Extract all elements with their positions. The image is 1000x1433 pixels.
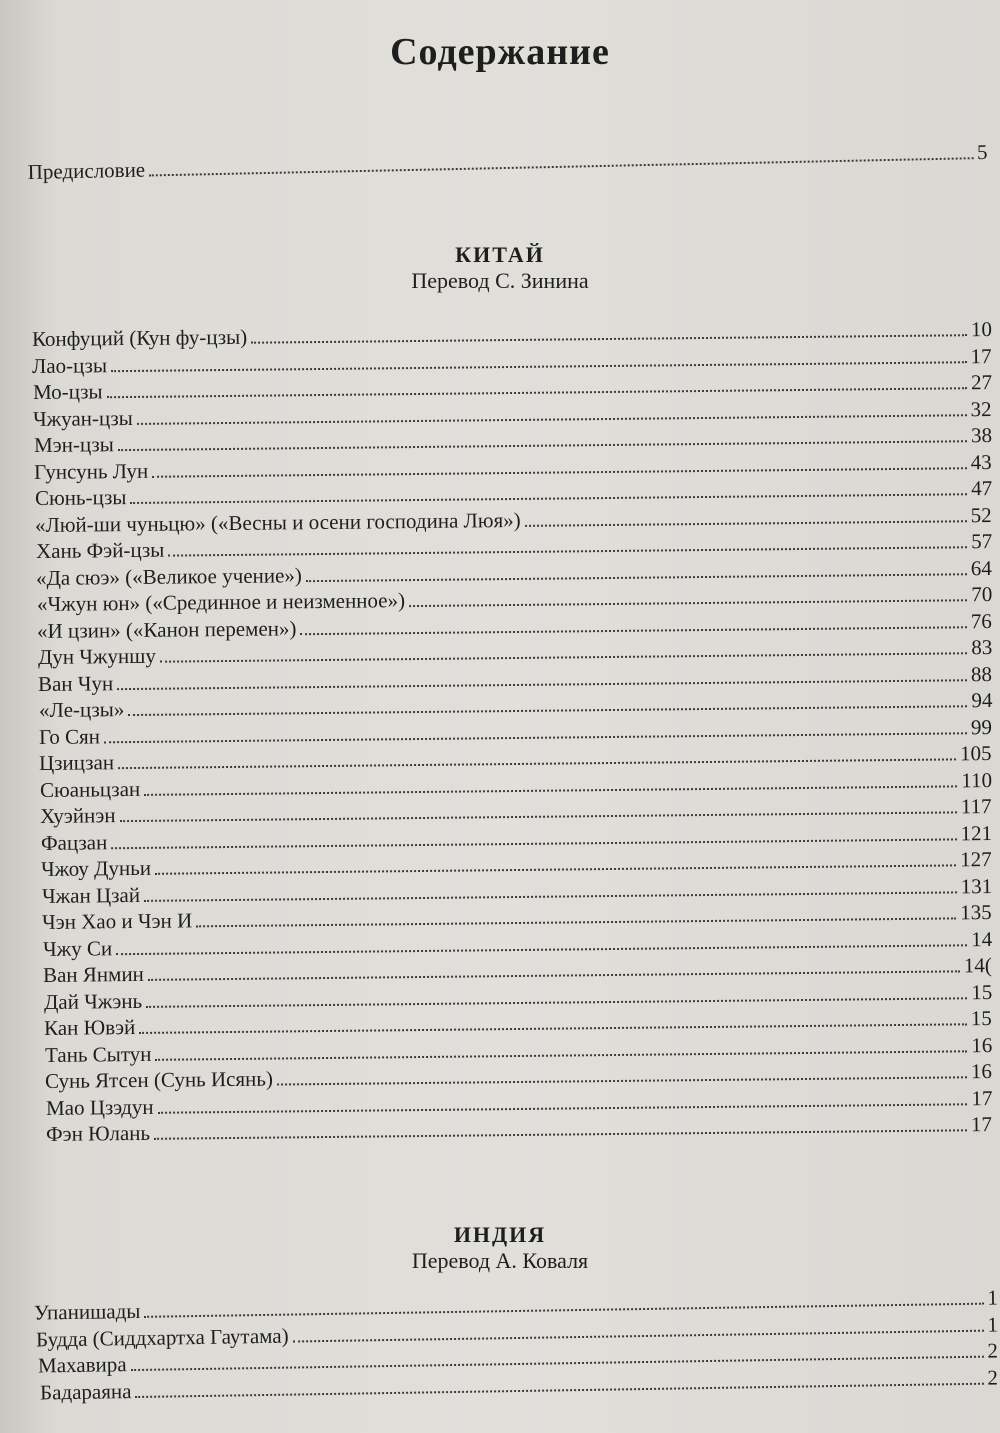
toc-entry-page: 131 — [960, 873, 993, 898]
toc-entry-label: Махавира — [37, 1352, 127, 1378]
toc-entry-label: Ван Чун — [37, 670, 114, 696]
toc-entry-label: Мо-цзы — [32, 379, 103, 405]
leader-dots — [116, 944, 967, 955]
toc-entry-label: Фацзан — [40, 829, 108, 855]
toc-entry-page: 14( — [963, 953, 993, 978]
leader-dots — [117, 679, 967, 690]
section-translator: Перевод А. Коваля — [411, 1248, 589, 1273]
toc-entry-label: Цзицзан — [39, 750, 115, 775]
toc-entry-label: Чжоу Дуньи — [41, 855, 152, 881]
toc-entry-page: 17 — [970, 1112, 993, 1137]
leader-dots — [130, 493, 967, 504]
toc-entry-page: 17 — [970, 343, 993, 368]
leader-dots — [277, 1076, 967, 1085]
section-translator: Перевод С. Зинина — [411, 268, 589, 293]
toc-entry-page: 99 — [970, 714, 993, 739]
toc-entry-label: «И цзин» («Канон перемен») — [37, 615, 297, 643]
toc-entry-page: 15 — [970, 979, 993, 1004]
leader-dots — [136, 1382, 984, 1397]
toc-entry-label: «Да сюэ» («Великое учение») — [36, 562, 303, 590]
toc-entry-label: Фэн Юлань — [45, 1120, 151, 1146]
leader-dots — [154, 1129, 967, 1140]
toc-entry-label: Сюаньцзан — [39, 776, 141, 802]
leader-dots — [107, 387, 967, 398]
toc-entry-page: 16 — [970, 1032, 993, 1057]
toc-entry-page: 127 — [960, 847, 993, 872]
section-name: КИТАЙ — [455, 242, 545, 267]
toc-entry-label: Лао-цзы — [32, 352, 108, 378]
toc-entry-label: Ван Янмин — [43, 961, 145, 987]
section-heading-india — [0, 1222, 1000, 1274]
leader-dots — [111, 838, 956, 849]
toc-entry-page: 70 — [970, 581, 993, 607]
leader-dots — [155, 1050, 967, 1061]
leader-dots — [306, 573, 967, 582]
toc-entry-page: 64 — [970, 555, 993, 580]
leader-dots — [104, 732, 967, 743]
toc-entry-label: Чэн Хао и Чэн И — [42, 908, 193, 934]
toc-entry-page: 76 — [970, 608, 993, 633]
toc-entry-label: Тань Сытун — [44, 1041, 152, 1067]
toc-entry-label: Чжан Цзай — [41, 882, 140, 908]
toc-entry-page: 17 — [970, 1085, 993, 1110]
toc-entry-page: 135 — [960, 900, 993, 925]
leader-dots — [149, 157, 973, 176]
toc-entry-page: 1 — [987, 1311, 999, 1337]
toc-entry-page: 38 — [970, 422, 993, 448]
section-name: ИНДИЯ — [453, 1222, 547, 1247]
toc-entry-page: 94 — [970, 688, 993, 713]
leader-dots — [148, 970, 960, 981]
toc-entry-label: Дай Чжэнь — [43, 988, 142, 1014]
toc-entry-label: Чжуан-цзы — [33, 405, 134, 431]
leader-dots — [128, 705, 967, 716]
leader-dots — [197, 917, 957, 927]
leader-dots — [119, 758, 957, 769]
toc-entry-label: Упанишады — [33, 1298, 141, 1325]
toc-entry-label: Будда (Сиддхартха Гаутама) — [35, 1323, 289, 1352]
toc-entry-page: 1 — [987, 1285, 999, 1310]
toc-entry-page: 2 — [987, 1338, 999, 1363]
leader-dots — [144, 891, 957, 902]
toc-entry-label: Предисловие — [27, 157, 146, 185]
toc-entry-label: Сунь Ятсен (Сунь Исянь) — [44, 1066, 274, 1093]
section-heading-china — [0, 242, 1000, 294]
toc-entry-label: Хань Фэй-цзы — [35, 537, 165, 564]
toc-entry-preface — [27, 140, 987, 185]
leader-dots — [155, 864, 956, 874]
leader-dots — [251, 334, 967, 343]
toc-entry-label: Чжу Си — [42, 935, 113, 961]
toc-entry-label: «Ле-цзы» — [38, 697, 124, 722]
toc-entry-label: Сюнь-цзы — [34, 485, 127, 511]
toc-entry-page: 117 — [961, 794, 993, 819]
toc-entry-label: Гунсунь Лун — [34, 458, 149, 484]
leader-dots — [120, 811, 957, 822]
leader-dots — [139, 1023, 967, 1034]
leader-dots — [301, 626, 967, 635]
toc-entry-label: Го Сян — [38, 723, 101, 749]
toc-entry-label: Хуэйнэн — [40, 803, 117, 828]
toc-entry-label: Мао Цзэдун — [45, 1094, 154, 1120]
toc-entry-page: 5 — [976, 139, 988, 165]
toc-entry-page: 15 — [970, 1006, 993, 1031]
toc-entry-label: Дун Чжуншу — [37, 643, 156, 669]
toc-entry-label: Конфуций (Кун фу-цзы) — [31, 324, 248, 352]
leader-dots — [111, 361, 967, 372]
toc-entry-label: Кан Ювэй — [44, 1015, 136, 1040]
leader-dots — [157, 1103, 967, 1113]
leader-dots — [160, 652, 967, 662]
toc-entry-page: 83 — [970, 635, 993, 660]
toc-entry-page: 121 — [960, 820, 993, 845]
toc-entry-page: 27 — [970, 369, 993, 395]
toc-entry-page: 32 — [970, 396, 993, 421]
page-title: Содержание — [390, 31, 610, 73]
toc-entry-page: 57 — [970, 528, 993, 554]
leader-dots — [168, 546, 967, 556]
toc-entry-page: 43 — [970, 449, 993, 474]
toc-entry-page: 105 — [960, 741, 993, 766]
toc-entry-page: 16 — [970, 1059, 993, 1084]
leader-dots — [153, 467, 967, 478]
leader-dots — [525, 520, 967, 527]
toc-entry-label: Бадараяна — [39, 1378, 132, 1405]
leader-dots — [144, 785, 957, 796]
toc-entry-page: 2 — [987, 1364, 999, 1390]
toc-entry-page: 110 — [961, 767, 993, 792]
toc-entry-page: 10 — [970, 316, 993, 342]
toc-entry-label: «Люй-ши чуньцю» («Весны и осени господина Люя») — [35, 507, 522, 537]
toc-entry-page: 14 — [970, 926, 993, 951]
toc-entry-page: 52 — [970, 502, 993, 527]
leader-dots — [118, 440, 967, 451]
toc-entry-page: 47 — [970, 475, 993, 501]
leader-dots — [146, 997, 967, 1008]
leader-dots — [409, 599, 967, 607]
toc-entry-label: «Чжун юн» («Срединное и неизменное») — [36, 588, 405, 617]
toc-entry-label: Мэн-цзы — [33, 432, 114, 458]
leader-dots — [137, 414, 967, 425]
toc-entry-page: 88 — [970, 661, 993, 686]
